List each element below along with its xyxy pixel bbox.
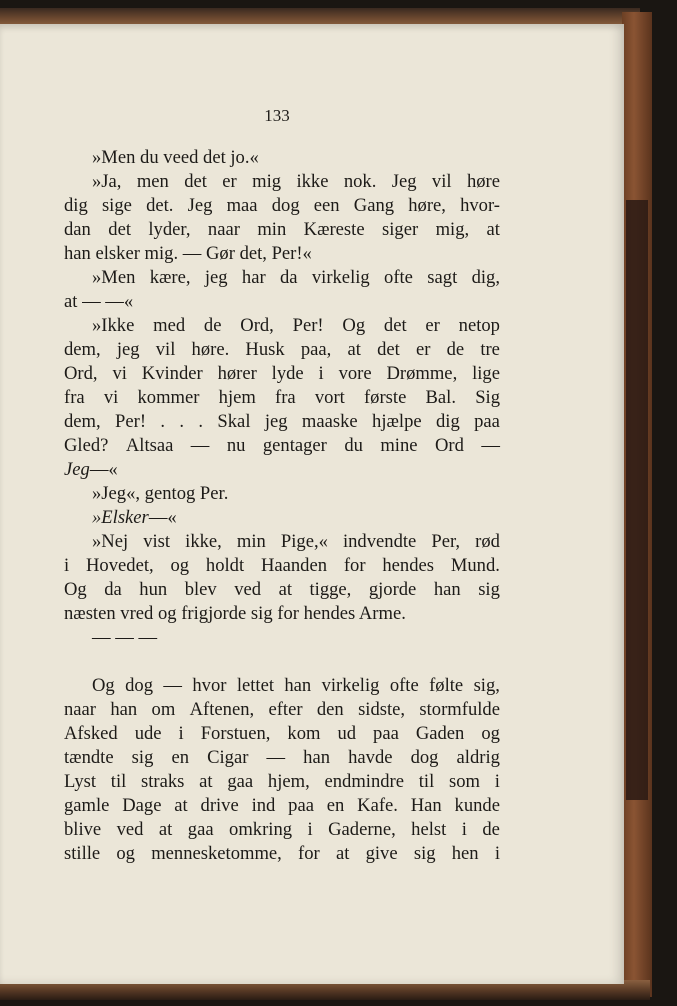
text-line: naar han om Aftenen, efter den sidste, stormfulde xyxy=(64,699,500,720)
text-line: dig sige det. Jeg maa dog een Gang høre, hvor- xyxy=(64,195,500,216)
text-line: Og dog — hvor lettet han virkelig ofte følte sig, xyxy=(92,675,500,696)
text-line: dem, jeg vil høre. Husk paa, at det er de tre xyxy=(64,339,500,360)
text-line: gamle Dage at drive ind paa en Kafe. Han kunde xyxy=(64,795,500,816)
text-line: i Hovedet, og holdt Haanden for hendes Mund. xyxy=(64,555,500,576)
text-line: »Men du veed det jo.« xyxy=(92,147,259,168)
text-line: dan det lyder, naar min Kæreste siger mig, at xyxy=(64,219,500,240)
text-line: fra vi kommer hjem fra vort første Bal. Sig xyxy=(64,387,500,408)
text-line: »Ikke med de Ord, Per! Og det er netop xyxy=(92,315,500,336)
text-line: »Nej vist ikke, min Pige,« indvendte Per, rød xyxy=(92,531,500,552)
text-line: »Jeg«, gentog Per. xyxy=(92,483,229,504)
text-line: »Men kære, jeg har da virkelig ofte sagt dig, xyxy=(92,267,500,288)
text-line: »Elsker —« xyxy=(92,507,177,528)
text-line: Ord, vi Kvinder hører lyde i vore Drømme, lige xyxy=(64,363,500,384)
paragraph-gap xyxy=(64,650,500,674)
text-line: — — — xyxy=(92,627,158,648)
page-number: 133 xyxy=(264,106,290,125)
text-line: »Ja, men det er mig ikke nok. Jeg vil høre xyxy=(92,171,500,192)
text-line: stille og mennesketomme, for at give sig hen i xyxy=(64,843,500,864)
text-line: Afsked ude i Forstuen, kom ud paa Gaden og xyxy=(64,723,500,744)
text-line: Jeg —« xyxy=(64,459,118,480)
text-line: Gled? Altsaa — nu gentager du mine Ord — xyxy=(64,435,500,456)
book-cover-shadow xyxy=(626,200,648,800)
book-page xyxy=(0,24,624,984)
text-line: dem, Per! . . . Skal jeg maaske hjælpe dig paa xyxy=(64,411,500,432)
text-line: blive ved at gaa omkring i Gaderne, helst i de xyxy=(64,819,500,840)
text-line: Lyst til straks at gaa hjem, endmindre til som i xyxy=(64,771,500,792)
text-line: Og da hun blev ved at tigge, gjorde han sig xyxy=(64,579,500,600)
text-line: at — —« xyxy=(64,291,134,312)
text-line: tændte sig en Cigar — han havde dog aldrig xyxy=(64,747,500,768)
text-line: han elsker mig. — Gør det, Per!« xyxy=(64,243,312,264)
text-line: næsten vred og frigjorde sig for hendes Arme. xyxy=(64,603,406,624)
body-text xyxy=(64,146,500,866)
